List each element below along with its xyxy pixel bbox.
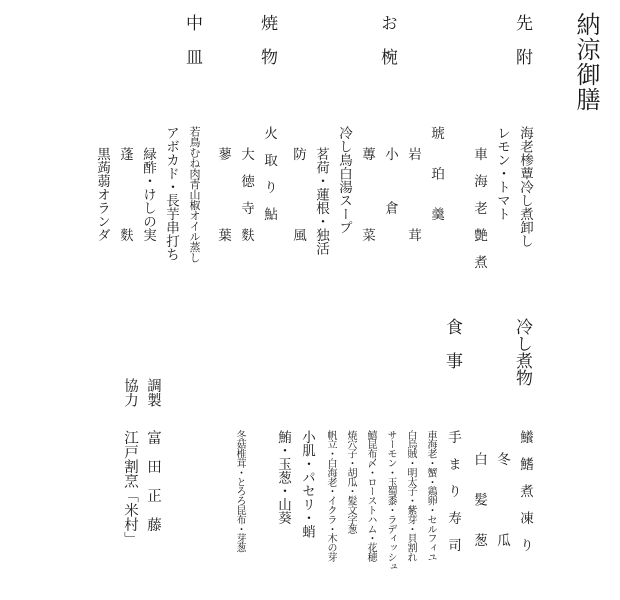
course-heading-shokuji: 食 事 [442, 318, 462, 369]
sakizuke-item-3: 車 海 老 艶 煮 [471, 147, 487, 269]
hiyashi-item-3: 白 髪 葱 [471, 452, 487, 547]
owan-item-3: 小 倉 [382, 147, 398, 215]
hiyashi-item-2: 冬 瓜 [494, 452, 510, 547]
yakimono-item-6: 蓼 葉 [215, 147, 231, 242]
shokuji-item-6: 焼穴子・胡瓜・髪文字葱 [345, 430, 356, 534]
course-heading-hiyashi: 冷し煮物 [512, 318, 532, 386]
course-heading-yakimono: 焼 物 [257, 14, 277, 65]
course-heading-sakizuke: 先 附 [512, 14, 532, 65]
chuzara-item-4: 蓬 麩 [117, 147, 133, 242]
shokuji-item-10: 冬菇椎茸・とろろ昆布・芽葱 [234, 430, 245, 553]
chuzara-item-5: 黒蒟蒻オランダ [94, 147, 110, 242]
shokuji-item-2: 車海老・蟹・鶏卵・セルフィユ [425, 430, 436, 562]
chuzara-item-1: 若鳥むね肉青山椒オイル蒸し [188, 126, 201, 263]
sakizuke-item-2: レモン・トマト [494, 126, 510, 221]
shokuji-item-7: 帆立・白海老・イクラ・木の芽 [325, 430, 336, 562]
shokuji-item-5: 鱚昆布〆・ローストハム・花穂 [365, 430, 376, 562]
chuzara-item-3: 緑酢・けしの実 [140, 147, 156, 242]
owan-item-2: 岩 茸 [405, 147, 421, 242]
course-heading-owan: お 椀 [377, 14, 397, 65]
sakizuke-item-1: 海老椮蕈冷し煮卸し [517, 126, 533, 248]
course-heading-chuzara: 中 皿 [182, 14, 202, 65]
credit-name-chef: 富 田 正 藤 [145, 430, 161, 532]
menu-title: 納涼御膳 [572, 12, 600, 112]
credit-role-preparer: 調製 [145, 378, 161, 407]
yakimono-item-4: 火 取 り 鮎 [261, 126, 277, 221]
shokuji-item-1: 手 ま り 寿 司 [445, 430, 461, 552]
credit-name-restaurant: 江戸割烹「米村」 [122, 430, 138, 546]
shokuji-item-8: 小肌・パセリ・蛸 [299, 430, 315, 538]
shokuji-item-4: サーモン・玉蜀黍・ラディッシュ [385, 430, 396, 572]
yakimono-item-3: 防 風 [290, 147, 306, 242]
shokuji-item-3: 白烏賊・明太子・紫芽・貝割れ [405, 430, 416, 562]
yakimono-item-1: 冷し鳥白湯スープ [336, 126, 352, 234]
owan-item-4: 蓴 菜 [359, 147, 375, 242]
chuzara-item-2: アボカド・長芋串打ち [163, 126, 179, 261]
owan-item-1: 琥 珀 羹 [428, 126, 444, 221]
hiyashi-item-1: 鱶 鰭 煮 凍 り [517, 430, 533, 552]
shokuji-item-9: 鮪・玉葱・山葵 [275, 430, 291, 525]
yakimono-item-5: 大 徳 寺 麩 [238, 147, 254, 242]
credit-role-cooperation: 協力 [122, 378, 138, 407]
yakimono-item-2: 茗荷・蓮根・独活 [313, 147, 329, 255]
